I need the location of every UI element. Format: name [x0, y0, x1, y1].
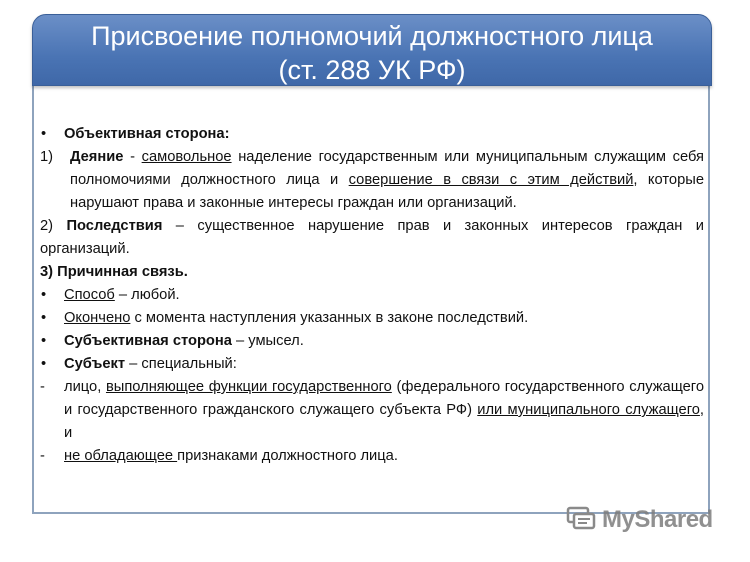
person-text-part: (федерального государственного служащего и государственного гражданского служащего субъекта РФ) [64, 379, 704, 418]
slide-title [32, 14, 712, 86]
completed-text: с момента наступления указанных в законе последствий. [130, 310, 529, 326]
underlined-municipal-servant: или муниципального служащего [477, 402, 700, 418]
underlined-completed: Окончено [64, 310, 131, 326]
subjective-side-text: – умысел. [231, 333, 304, 349]
term-causal-link: Причинная связь. [57, 264, 188, 280]
underlined-commission: совершение в связи с этим действий [348, 172, 634, 188]
item-number: 1) [40, 149, 54, 165]
list-item-completed [40, 307, 704, 330]
term-act: Деяние [70, 149, 124, 165]
act-text-part: наделение государственным или муниципальным служащим себя полномочиями должностного лица и [70, 149, 704, 188]
item-number: 3) [40, 264, 54, 280]
title-line-1: Присвоение полномочий должностного лица [91, 21, 653, 51]
term-subjective-side: Субъективная сторона [64, 333, 232, 349]
consequences-text: – существенное нарушение прав и законных интересов граждан и организаций. [40, 218, 704, 257]
watermark-text: MyShared [602, 506, 713, 533]
list-item-act [40, 146, 704, 215]
bullet: • [41, 310, 47, 326]
term-subject: Субъект [64, 356, 126, 372]
person-text-part: лицо, [64, 379, 106, 395]
act-text [70, 146, 704, 215]
term-consequences: Последствия [66, 218, 163, 234]
list-item-objective-side [40, 123, 704, 146]
bullet: • [41, 356, 47, 372]
underlined-performing-functions: выполняющее функции государственного [105, 379, 392, 395]
method-text: – любой. [114, 287, 180, 303]
myshared-logo-icon [566, 504, 596, 537]
person-text-part: , и [64, 402, 704, 441]
subject-text: – специальный: [125, 356, 237, 372]
item-number: 2) [40, 218, 54, 234]
label-objective-side: Объективная сторона: [64, 126, 230, 142]
list-item-causal-link [40, 261, 704, 284]
dash-marker: - [40, 448, 45, 464]
list-item-person [40, 376, 704, 445]
list-item-subjective-side [40, 330, 704, 353]
bullet: • [41, 333, 47, 349]
bullet: • [41, 287, 47, 303]
bullet: • [41, 126, 47, 142]
underlined-not-possessing: не обладающее [64, 448, 178, 464]
slide-body [40, 123, 704, 468]
list-item-consequences [40, 215, 704, 261]
dash-marker: - [40, 379, 45, 395]
title-line-2: (ст. 288 УК РФ) [278, 55, 466, 85]
not-possessing-text: признаками должностного лица. [177, 448, 398, 464]
list-item-method [40, 284, 704, 307]
act-text-part: , которые нарушают права и законные интересы граждан или организаций. [70, 172, 704, 211]
underlined-method: Способ [64, 287, 115, 303]
separator: - [123, 149, 142, 165]
underlined-arbitrary: самовольное [141, 149, 232, 165]
list-item-subject [40, 353, 704, 376]
list-item-not-possessing [40, 445, 704, 468]
myshared-watermark [566, 503, 726, 537]
